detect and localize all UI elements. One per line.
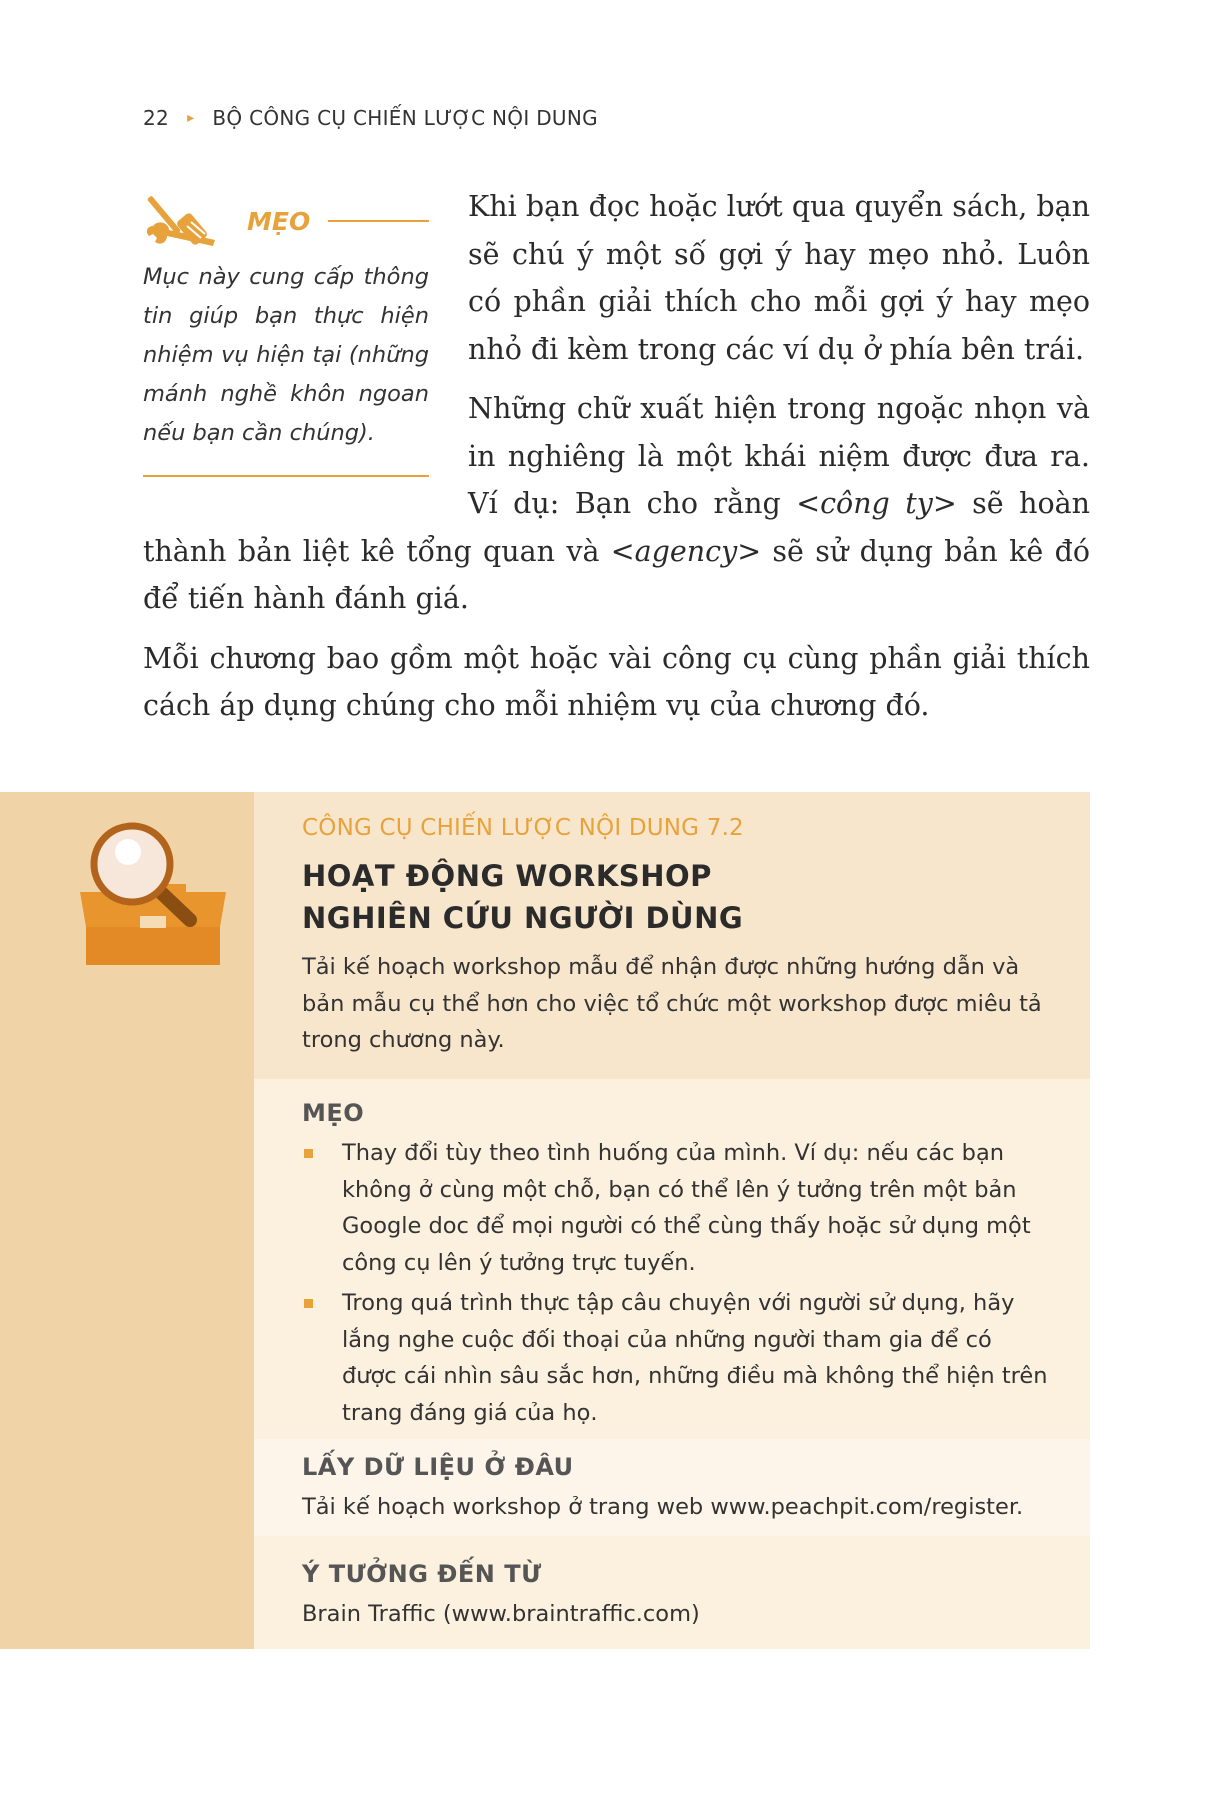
paragraph-1: Khi bạn đọc hoặc lướt qua quyển sách, bạn sẽ chú ý một số gợi ý hay mẹo nhỏ. Luôn có phần giải thích cho mỗi gợi ý hay mẹo nhỏ đi kèm trong các ví dụ ở phía bên trái. — [468, 190, 1090, 366]
tip-title: MẸO — [247, 206, 311, 236]
running-header — [143, 106, 598, 130]
tool-credit-section — [254, 1536, 1090, 1649]
main-text — [143, 183, 1090, 742]
credit-heading: Ý TƯỞNG ĐẾN TỪ — [302, 1560, 542, 1588]
header-arrow-icon: ▸ — [187, 110, 195, 126]
concept-agency: <agency> — [610, 534, 762, 568]
tool-title: HOẠT ĐỘNG WORKSHOP NGHIÊN CỨU NGƯỜI DÙNG — [302, 859, 744, 935]
tool-description: Tải kế hoạch workshop mẫu để nhận được những hướng dẫn và bản mẫu cụ thể hơn cho việc tổ chức một workshop được miêu tả trong chương này. — [302, 954, 1042, 1053]
tool-kicker: CÔNG CỤ CHIẾN LƯỢC NỘI DUNG 7.2 — [302, 815, 744, 841]
data-source-heading: LẤY DỮ LIỆU Ở ĐÂU — [302, 1453, 574, 1481]
tool-data-source-section — [254, 1439, 1090, 1536]
tip-body: Mục này cung cấp thông tin giúp bạn thực hiện nhiệm vụ hiện tại (những mánh nghề khôn ngoan nếu bạn cần chúng). — [143, 264, 429, 446]
credit-text: Brain Traffic (www.braintraffic.com) — [302, 1601, 700, 1627]
tips-heading: MẸO — [302, 1099, 365, 1127]
list-item: Thay đổi tùy theo tình huống của mình. Ví dụ: nếu các bạn không ở cùng một chỗ, bạn có thể lên ý tưởng trên một bản Google doc để mọi người có thể cùng thấy hoặc sử dụng một công cụ lên ý tưởng trực tuyến. — [302, 1135, 1050, 1281]
bullet-square-icon — [304, 1149, 313, 1158]
tool-tips-section — [254, 1079, 1090, 1439]
tool-box — [0, 792, 1090, 1649]
page-number: 22 — [143, 106, 170, 130]
tool-intro-section — [254, 792, 1090, 1079]
list-item: Trong quá trình thực tập câu chuyện với người sử dụng, hãy lắng nghe cuộc đối thoại của những người tham gia để có được cái nhìn sâu sắc hơn, những điều mà không thể hiện trên trang đáng giá của họ. — [302, 1285, 1050, 1431]
data-source-text: Tải kế hoạch workshop ở trang web www.peachpit.com/register. — [302, 1494, 1024, 1520]
bullet-square-icon — [304, 1299, 313, 1308]
paragraph-3: Mỗi chương bao gồm một hoặc vài công cụ cùng phần giải thích cách áp dụng chúng cho mỗi nhiệm vụ của chương đó. — [143, 641, 1090, 722]
tips-list — [302, 1135, 1050, 1431]
concept-company: <công ty> — [796, 487, 957, 520]
book-title: BỘ CÔNG CỤ CHIẾN LƯỢC NỘI DUNG — [212, 106, 598, 130]
toolbox-magnifier-icon — [78, 822, 228, 967]
paragraph-2: Những chữ xuất hiện trong ngoặc nhọn và in nghiêng là một khái niệm được đưa ra. Ví dụ: Bạn cho rằng <công ty> sẽ hoàn thành bản liệt kê tổng quan và <agency> sẽ sử dụng bản kê đó để tiến hành đánh giá. — [143, 392, 1091, 615]
